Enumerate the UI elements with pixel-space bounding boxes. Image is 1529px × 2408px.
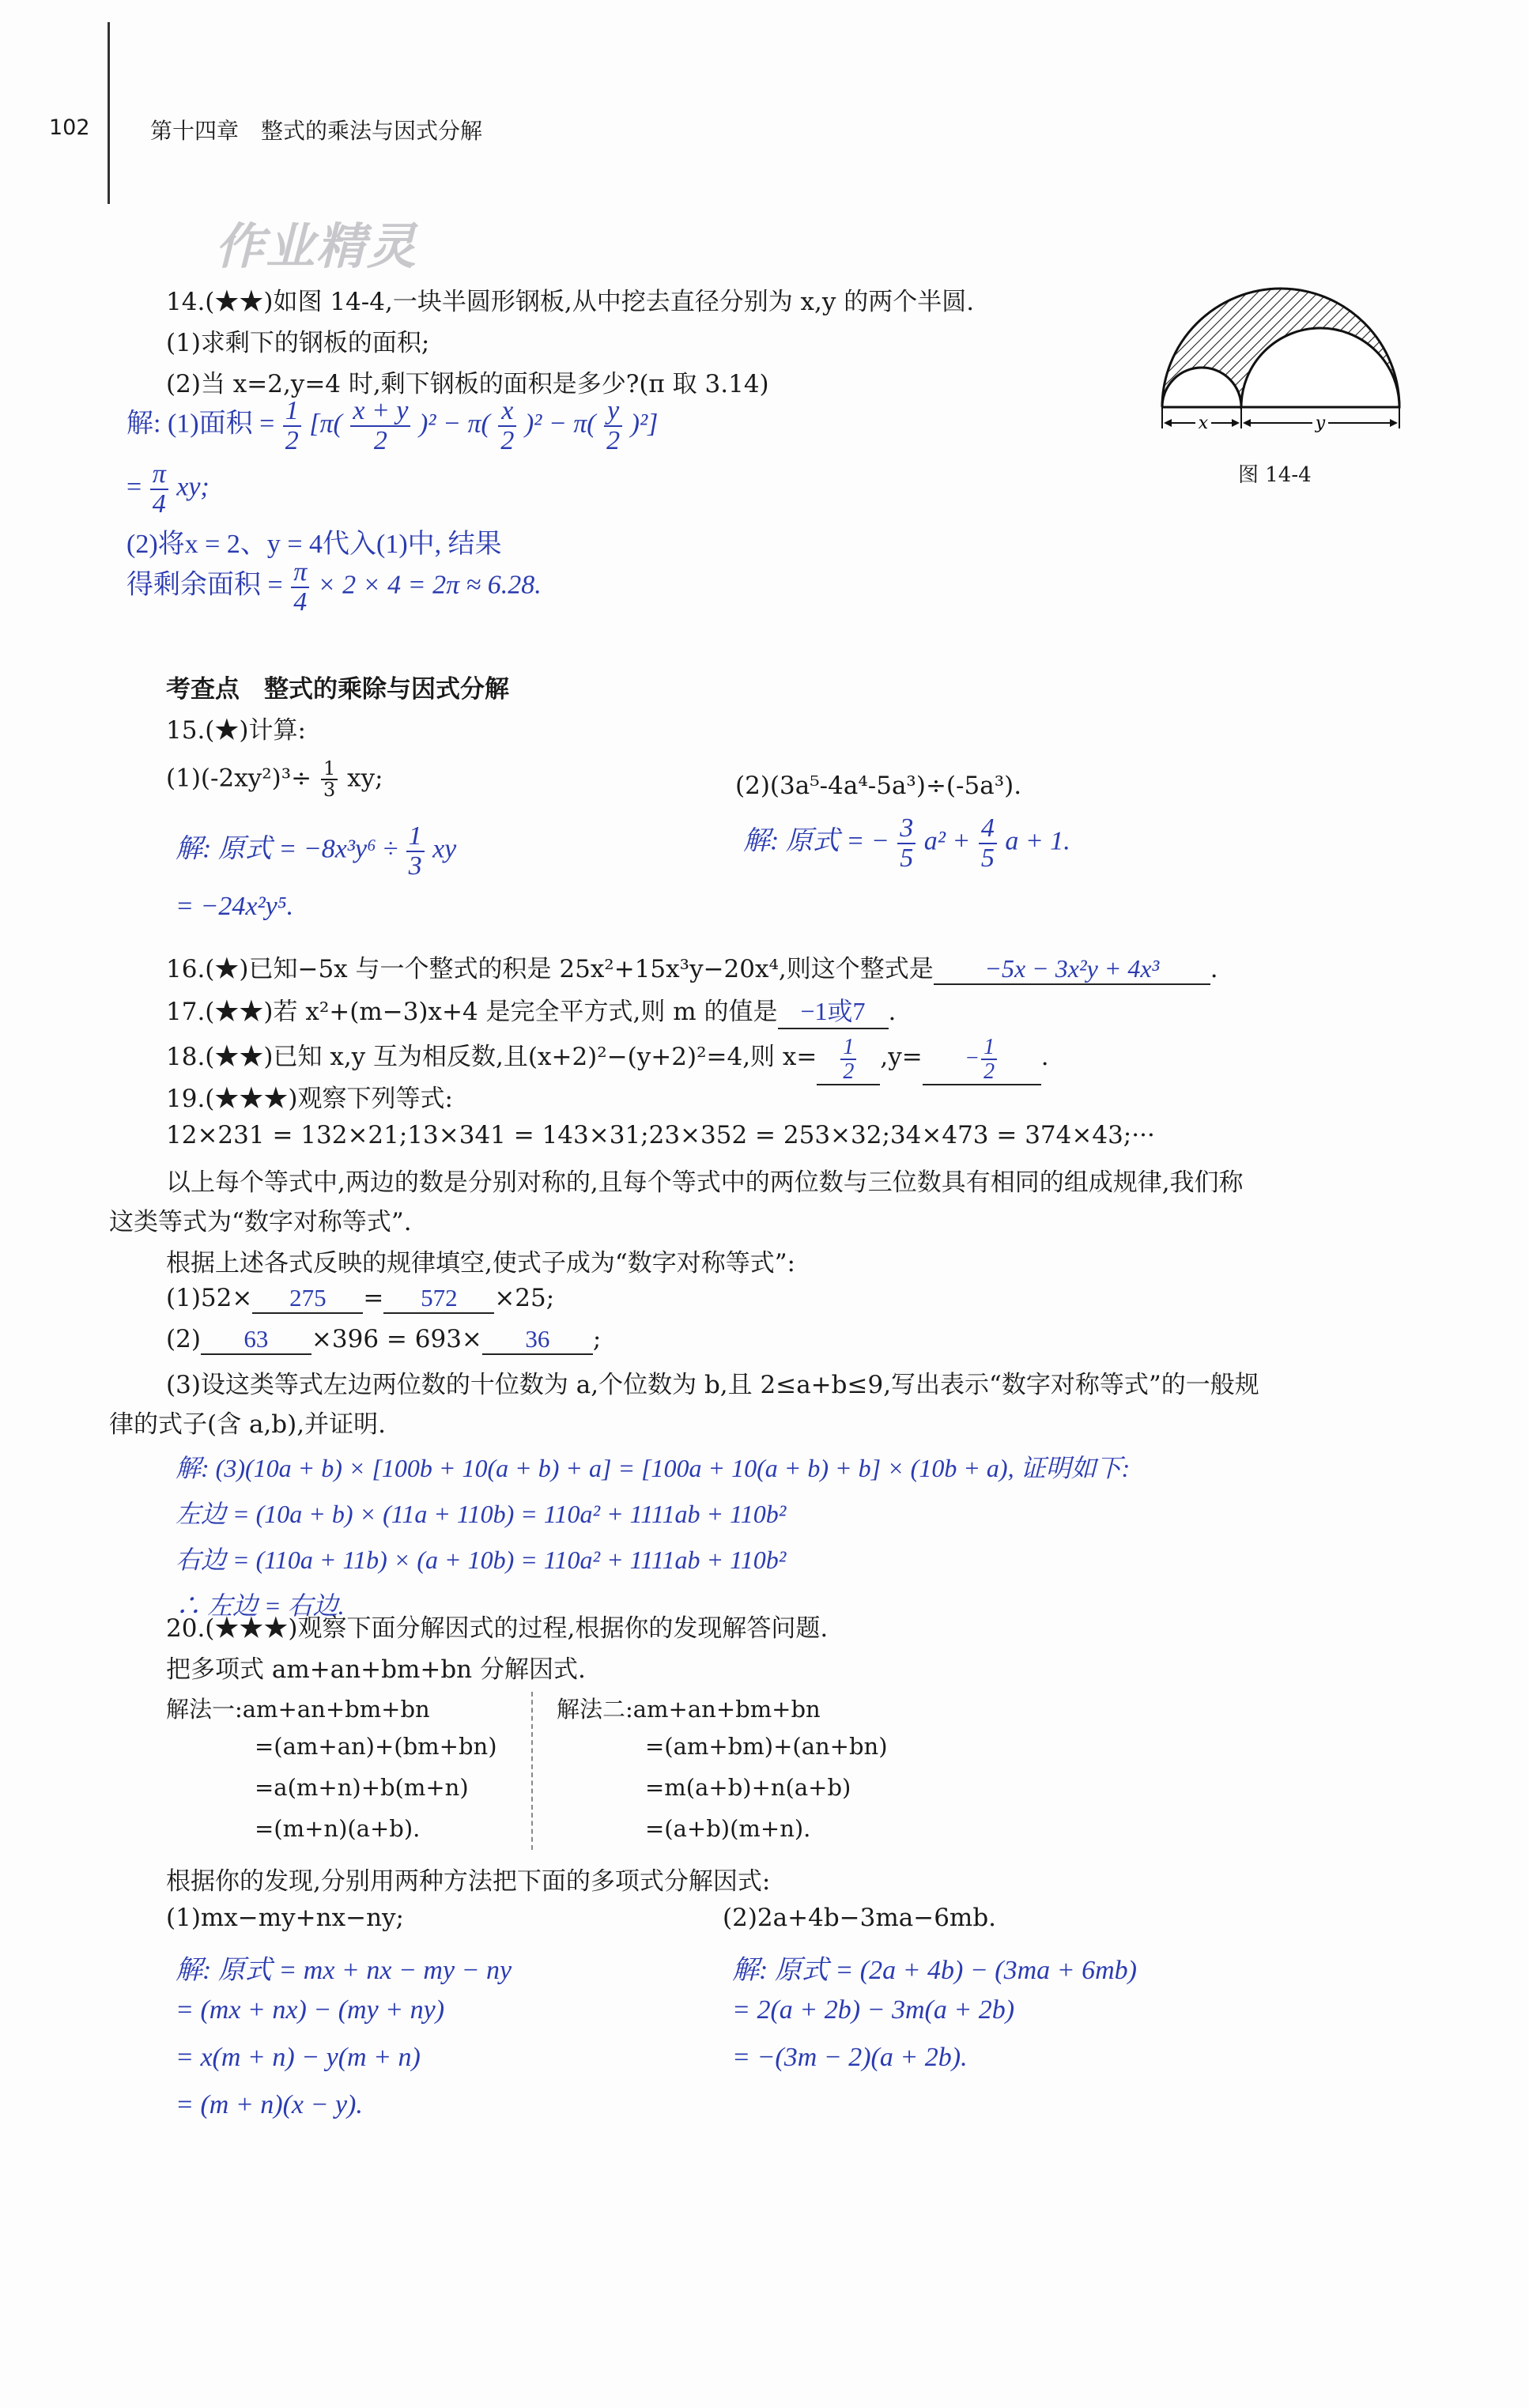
- q20-ans1-line1: 解: 原式 = mx + nx − my − ny: [176, 1956, 512, 1985]
- frac-half: [283, 397, 301, 455]
- q19-desc2: 这类等式为“数字对称等式”.: [109, 1208, 412, 1236]
- q14-answer-line1: [126, 397, 658, 455]
- figure-y-label: y: [1315, 413, 1326, 433]
- q20-ans1-line4: = (m + n)(x − y).: [176, 2090, 363, 2119]
- q20-ans2-line1: 解: 原式 = (2a + 4b) − (3ma + 6mb): [732, 1956, 1137, 1985]
- frac-num: π: [150, 460, 168, 490]
- frac-den: 3: [408, 851, 422, 881]
- frac-den: 4: [152, 489, 166, 519]
- frac-num: 4: [979, 814, 997, 844]
- page-number: 102: [49, 115, 90, 140]
- frac-den: 2: [606, 425, 621, 455]
- q15-ans1-line2: = −24x²y⁵.: [176, 892, 294, 921]
- frac-den: 2: [983, 1059, 995, 1085]
- q15-stem: 15.(★)计算:: [166, 716, 306, 745]
- q14-ans4-prefix: 得剩余面积 =: [126, 570, 283, 600]
- figure-caption: 图 14-4: [1238, 463, 1312, 487]
- q19-part3-line1: (3)设这类等式左边两位数的十位数为 a,个位数为 b,且 2≤a+b≤9,写出表示“数字对称等式”的一般规: [166, 1371, 1259, 1399]
- q16-end: .: [1210, 955, 1218, 983]
- q19-p1-a: (1)52×: [166, 1284, 253, 1312]
- frac-x-plus-y-over-2: [350, 397, 410, 455]
- frac-num: x: [498, 397, 516, 427]
- pi-open: [π(: [309, 409, 342, 439]
- frac-num: π: [291, 558, 309, 588]
- q19-p2-blank1: 63: [201, 1325, 311, 1355]
- q20-m1-line1: 解法一:am+an+bm+bn: [166, 1696, 430, 1723]
- frac-x-answer: [840, 1036, 856, 1084]
- q20-m2-line1: 解法二:am+an+bm+bn: [557, 1696, 821, 1723]
- q20-m2-line2: =(am+bm)+(an+bn): [645, 1733, 888, 1760]
- frac-num: 1: [406, 822, 425, 852]
- q19-stem: 19.(★★★)观察下列等式:: [166, 1085, 453, 1113]
- watermark: 作业精灵: [215, 217, 418, 275]
- q20-part2: (2)2a+4b−3ma−6mb.: [723, 1904, 997, 1932]
- q14-ans2-text: xy;: [176, 472, 210, 502]
- q17-stem: 17.(★★)若 x²+(m−3)x+4 是完全平方式,则 m 的值是: [166, 998, 778, 1026]
- q19-desc3: 根据上述各式反映的规律填空,使式子成为“数字对称等式”:: [166, 1249, 795, 1278]
- q18-stem: 18.(★★)已知 x,y 互为相反数,且(x+2)²−(y+2)²=4,则 x=: [166, 1042, 817, 1071]
- q14-answer-line4: [126, 558, 542, 616]
- frac-den: 3: [323, 779, 336, 802]
- q16-stem: 16.(★)已知−5x 与一个整式的积是 25x²+15x³y−20x⁴,则这个整式是: [166, 955, 934, 983]
- q20-ans2-line2: = 2(a + 2b) − 3m(a + 2b): [732, 1995, 1015, 2025]
- q14-part2: (2)当 x=2,y=4 时,剩下钢板的面积是多少?(π 取 3.14): [166, 370, 769, 398]
- q15-ans1-line1: [176, 822, 456, 880]
- frac-four-fifths: [979, 814, 997, 872]
- frac-one-third: [321, 759, 338, 800]
- frac-num: 1: [283, 397, 301, 427]
- q20-task: 根据你的发现,分别用两种方法把下面的多项式分解因式:: [166, 1867, 771, 1896]
- q14-part1: (1)求剩下的钢板的面积;: [166, 329, 430, 357]
- q19-p1-b: =: [363, 1284, 384, 1312]
- section-title: 考查点 整式的乘除与因式分解: [166, 675, 509, 704]
- frac-den: 4: [293, 587, 308, 617]
- q16: [166, 949, 1218, 985]
- q15-part1-suffix: xy;: [347, 764, 383, 793]
- q20-stem: 20.(★★★)观察下面分解因式的过程,根据你的发现解答问题.: [166, 1614, 829, 1643]
- q19-p1-blank1: 275: [252, 1284, 363, 1314]
- q20-ans1-line3: = x(m + n) − y(m + n): [176, 2043, 421, 2072]
- q14-ans4-suffix: × 2 × 4 = 2π ≈ 6.28.: [317, 570, 542, 600]
- chapter-title: 第十四章 整式的乘法与因式分解: [150, 118, 483, 144]
- q15-ans2-prefix: 解: 原式 = −: [743, 826, 889, 856]
- q19-p1-blank2: 572: [383, 1284, 494, 1314]
- sq-term3: )²]: [630, 409, 659, 439]
- q19-part3-line2: 律的式子(含 a,b),并证明.: [109, 1410, 386, 1439]
- q15-part1: [166, 759, 383, 800]
- q19-equations: 12×231 = 132×21;13×341 = 143×31;23×352 = 253×32;34×473 = 374×43;···: [166, 1121, 1155, 1149]
- frac-den: 2: [285, 425, 299, 455]
- q20-m1-line4: =(m+n)(a+b).: [255, 1815, 421, 1842]
- frac-y-over-2: [604, 397, 622, 455]
- q20-m2-line4: =(a+b)(m+n).: [645, 1815, 811, 1842]
- q20-ans1-line2: = (mx + nx) − (my + ny): [176, 1995, 445, 2025]
- q19-part1: [166, 1284, 554, 1314]
- frac-den: 5: [980, 843, 995, 873]
- q15-ans2-mid: a² +: [923, 826, 971, 856]
- frac-den: 5: [900, 843, 914, 873]
- frac-num: 1: [981, 1036, 997, 1060]
- q15-ans2-suffix: a + 1.: [1005, 826, 1070, 856]
- frac-x-over-2: [498, 397, 516, 455]
- frac-pi-over-4: [150, 460, 168, 518]
- q18-x-blank: [817, 1036, 880, 1085]
- figure-14-4: [1154, 285, 1407, 443]
- q18-y-blank: − $\frac{1}{2}$: [923, 1036, 1041, 1085]
- q19-p2-b: ×396 = 693×: [311, 1325, 482, 1353]
- frac-num: x + y: [350, 397, 410, 427]
- figure-x-label: x: [1198, 413, 1209, 433]
- frac-num: 1: [321, 759, 338, 780]
- q19-p1-c: ×25;: [494, 1284, 555, 1312]
- q19-p2-blank2: 36: [482, 1325, 593, 1355]
- q15-ans1-suffix: xy: [432, 834, 457, 864]
- frac-num: 1: [840, 1036, 856, 1060]
- frac-three-fifths: [897, 814, 916, 872]
- q15-ans1-prefix: 解: 原式 = −8x³y⁶ ÷: [176, 834, 398, 864]
- q14-ans1-prefix: 解: (1)面积 =: [126, 409, 275, 439]
- q14-answer-line3: (2)将x = 2、y = 4代入(1)中, 结果: [126, 530, 502, 559]
- q20-m2-line3: =m(a+b)+n(a+b): [645, 1774, 851, 1801]
- q19-ans-line2: 左边 = (10a + b) × (11a + 110b) = 110a² + 1111ab + 110b²: [176, 1500, 787, 1528]
- q18-mid: ,y=: [880, 1042, 923, 1071]
- q20-m1-line3: =a(m+n)+b(m+n): [255, 1774, 469, 1801]
- sq-term1: )² − π(: [418, 409, 490, 439]
- q16-answer-blank: −5x − 3x²y + 4x³: [934, 954, 1210, 985]
- q17: [166, 991, 896, 1029]
- header-rule: [108, 22, 110, 204]
- q19-desc1: 以上每个等式中,两边的数是分别对称的,且每个等式中的两位数与三位数具有相同的组成规律,我们称: [166, 1168, 1244, 1197]
- q15-part2: (2)(3a⁵-4a⁴-5a³)÷(-5a³).: [735, 772, 1022, 800]
- frac-num: 3: [897, 814, 916, 844]
- frac-one-third: [406, 822, 425, 880]
- q20-ans2-line3: = −(3m − 2)(a + 2b).: [732, 2043, 968, 2072]
- q19-ans-line3: 右边 = (110a + 11b) × (a + 10b) = 110a² + 1111ab + 110b²: [176, 1546, 787, 1574]
- q20-m1-line2: =(am+an)+(bm+bn): [255, 1733, 497, 1760]
- q17-answer-blank: −1或7: [778, 991, 889, 1029]
- q14-stem: 14.(★★)如图 14-4,一块半圆形钢板,从中挖去直径分别为 x,y 的两个半圆.: [166, 288, 975, 316]
- q19-p2-c: ;: [592, 1325, 602, 1353]
- frac-pi-over-4: [291, 558, 309, 616]
- method-divider: [531, 1692, 533, 1850]
- q20-part1: (1)mx−my+nx−ny;: [166, 1904, 404, 1932]
- frac-den: 2: [843, 1059, 855, 1085]
- q20-intro: 把多项式 am+an+bm+bn 分解因式.: [166, 1655, 586, 1684]
- frac-y-answer: [981, 1036, 997, 1084]
- frac-den: 2: [373, 425, 387, 455]
- frac-num: y: [604, 397, 622, 427]
- q19-ans-line4: ∴ 左边 = 右边.: [176, 1591, 345, 1620]
- q18-end: .: [1040, 1042, 1049, 1071]
- sq-term2: )² − π(: [524, 409, 596, 439]
- q19-p2-a: (2): [166, 1325, 201, 1353]
- q19-ans-line1: 解: (3)(10a + b) × [100b + 10(a + b) + a] = [100a + 10(a + b) + b] × (10b + a), 证明如下:: [176, 1454, 1131, 1482]
- q17-end: .: [888, 998, 897, 1026]
- q19-part2: [166, 1325, 601, 1355]
- q15-part1-text: (1)(-2xy²)³÷: [166, 764, 312, 793]
- q14-answer-line2: = $\frac{\pi}{4}$ xy;: [126, 459, 210, 519]
- frac-den: 2: [500, 425, 515, 455]
- q15-ans2: [743, 814, 1070, 872]
